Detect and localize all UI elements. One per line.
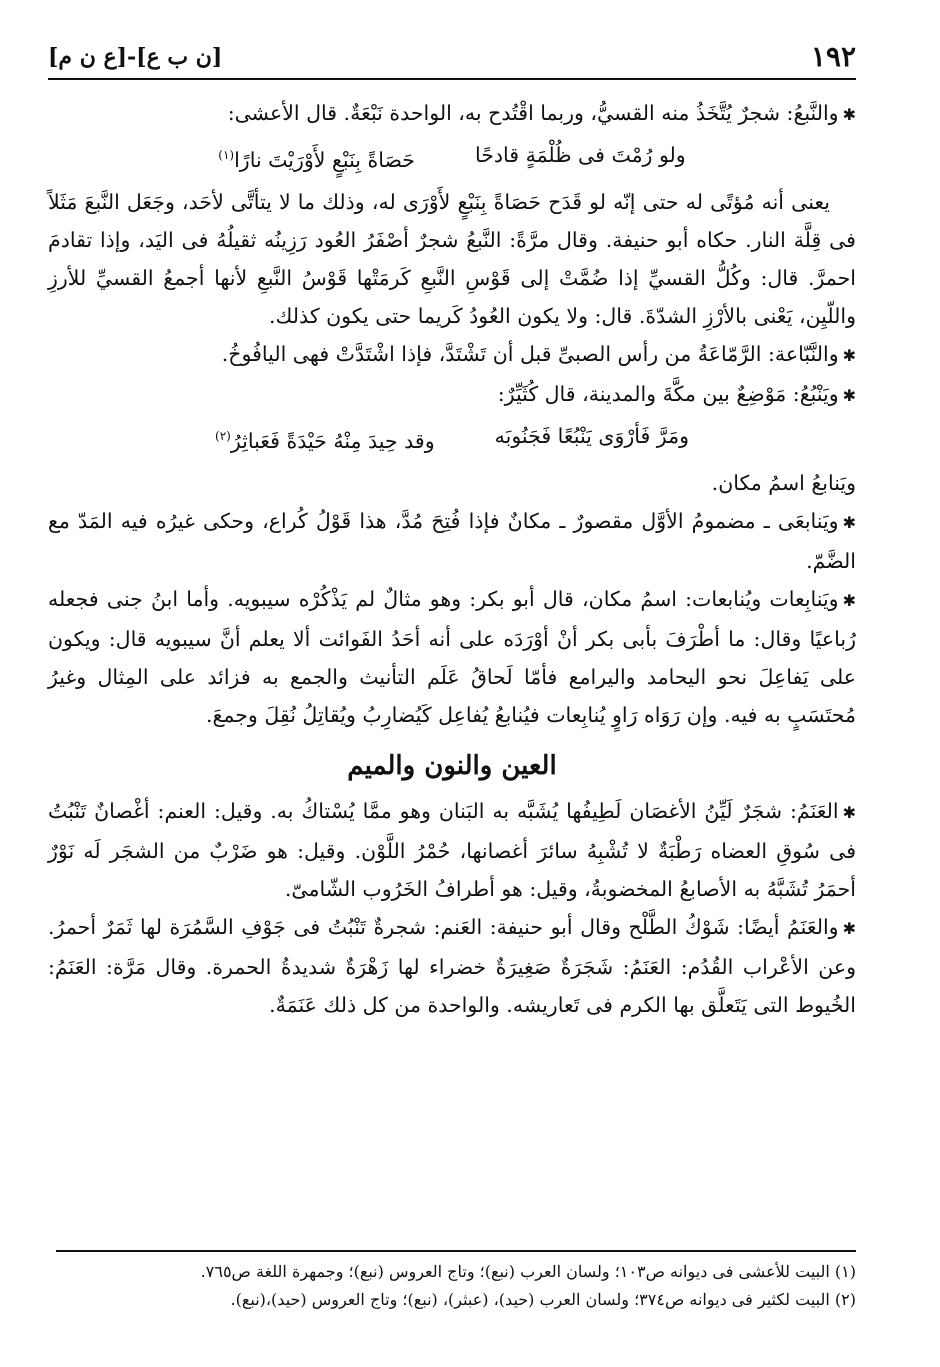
footnote-marker: (٢): [215, 428, 231, 443]
entry-star-icon: ✱: [842, 590, 856, 610]
footnotes: [48, 1250, 856, 1314]
entry-text: ويَنابِعات ويُنابعات: اسمُ مكان، قال أبو بكر: وهو مثالٌ لم يَذْكُرْه سيبويه. وأما ابنُ جنى فجعله رُباعيًا وقال: ما أطْرَفَ بأبى بكر أنْ أوْرَدَه على أنه أحَدُ الفَوائت ألا يعلم أنَّ سيبويه قال: ويكون على يَفاعِلَ نحو اليحامد واليرامع فأمّا لَحاقُ عَلَم التأنيث والجمع به فزائد على المِثال وغيرُ مُحتَسَبٍ به فيه. وإن رَوَاه رَاوٍ يُنابِعات فيُنابعُ يُفاعِل كَيُضارِبُ ويُقاتِلُ نُقِلَ وجمعَ.: [48, 586, 856, 727]
entry-star-icon: ✱: [842, 105, 856, 124]
footnote-1: (١) البيت للأعشى فى ديوانه ص١٠٣؛ ولسان العرب (نبع)؛ وتاج العروس (نبع)؛ وجمهرة اللغة ص٧٦٥.: [200, 1262, 856, 1281]
entry-star-icon: ✱: [842, 385, 856, 405]
entry-star-icon: ✱: [842, 345, 856, 365]
entry-yanbu: [48, 375, 856, 415]
entry-text: العَنَمُ: شجَرٌ لَيِّنُ الأغصَان لَطِيفُها يُشَبَّه به البَنان وهو ممَّا يُسْتاكُ به. وقيل: العنم: أغْصانٌ تَنْبُتُ فى سُوقِ العضاه رَطْبَةٌ لا تُشْبِهُ سائرَ أغصانها، حُمْرُ اللَّوْن. وقيل: هو ضَرْبٌ من الشجَر لَه نَوْرٌ أحمَرُ تُشَبَّهُ به الأصابعُ المخضوبةُ، وقيل: هو أطرافُ الخَرُوب الشّامىّ.: [48, 798, 856, 901]
entry-yanabia: [48, 502, 856, 580]
footnote-divider: [56, 1250, 856, 1252]
section-title: العين والنون والميم: [347, 750, 557, 781]
page-body: [48, 94, 856, 1024]
entry-text: والعَنَمُ أيضًا: شَوْكُ الطَّلْح وقال أبو حنيفة: العَنم: شجرةٌ تَنْبُتُ فى جَوْفِ السَّمُرَة لها ثَمَرٌ أحمرُ. وعن الأعْراب القُدُم: العَنَمُ: شَجَرَةٌ صَغِيرَةٌ خضراء لها زَهْرَةٌ شديدةُ الحمرة. وقال مَرَّة: العَنَمُ: الخُيوط التى يَتَعلَّق بها الكرم فى تَعاريشه. والواحدة من كل ذلك عَنَمَةٌ.: [48, 914, 856, 1017]
entry-text: ويَنْبُعُ: مَوْضِعٌ بين مكَّةَ والمدينة، قال كُثَيِّرٌ:: [497, 381, 839, 406]
verse-first-hemistich: ولو رُمْتَ فى ظُلْمَةٍ قادحًا: [474, 143, 686, 167]
entry-anam: [48, 792, 856, 908]
verse-second-hemistich: وقد حِيدَ مِنْهُ حَيْدَةً فَعَباثِرُ$^{(٢)}$: [215, 428, 435, 453]
running-head: [ن ب ع]-[ع ن م]: [48, 44, 223, 70]
entry-text: والنَّبعُ: شجرٌ يُتَّخَذُ منه القسيُّ، وربما اقْتُدح به، الواحدة نَبْعَةٌ. قال الأعشى:: [227, 101, 839, 125]
footnote-marker: (١): [218, 148, 235, 162]
dictionary-page: [48, 38, 856, 1024]
entry-nabbaa: [48, 335, 856, 375]
entry-anam-also: [48, 908, 856, 1024]
verse-second-hemistich: حَصَاةً بِنَبْعٍ لأَوْرَيْتَ نارًا$^{(١)}$: [218, 147, 415, 172]
verse-kuthayyir: [48, 417, 856, 460]
footnote-2: (٢) البيت لكثير فى ديوانه ص٣٧٤؛ ولسان العرب (حيد)، (عبثر)، (نبع)؛ وتاج العروس (حيد)،(نبع).: [230, 1290, 856, 1309]
verse-first-hemistich: ومَرَّ فَأرْوَى يَنْبُعًا فَجَنُوبَه: [494, 423, 689, 448]
entry-nab-explanation: يعنى أنه مُؤتًى له حتى إنّه لو قَدَح حَصَاةً بِنَبْعٍ لأَوْرَى له، وذلك ما لا يتأتَّى لأحَد، وجَعَل النَّبعَ مَثَلاً فى قِلَّة النار. حكاه أبو حنيفة. وقال مرَّةً: النَّبعُ شجرٌ أصْفَرُ العُود رَزِينُه ثقيلُهُ فى اليَد، وإذا تقادمَ احمرَّ. قال: وكُلُّ القسيِّ إذا ضُمَّتْ إلى قَوْسِ النَّبعِ كَرمَتْها قَوْسُ النَّبعِ لأنها أجمعُ القسيِّ للأرزِ واللّيِن، يَعْنى بالأرْزِ الشدّةَ. قال: ولا يكون العُودُ كَريما حتى يكون كذلك.: [48, 189, 856, 328]
verse-alasha: [48, 136, 856, 179]
page-header: [48, 38, 856, 80]
entry-star-icon: ✱: [842, 512, 856, 532]
entry-star-icon: ✱: [842, 802, 856, 822]
page-number: ١٩٢: [810, 40, 856, 73]
entry-text: ويَنابعَى ـ مضمومُ الأوَّل مقصورٌ ـ مكانٌ فإذا فُتِحَ مُدَّ، هذا قَوْلُ كُراع، وحكى غيرُه فيه المَدّ مع الضَّمّ.: [48, 508, 856, 573]
entry-yanabiaat: [48, 580, 856, 734]
entry-nab: [48, 94, 856, 134]
entry-yanabi: ويَنابعُ اسمُ مكان.: [711, 470, 856, 495]
entry-star-icon: ✱: [842, 918, 856, 938]
entry-text: والنَّبّاعة: الرَّمّاعَةُ من رأس الصبىِّ قبل أن تَشْتَدَّ، فإذا اشْتَدَّتْ فهى اليافُوخُ.: [221, 341, 839, 366]
